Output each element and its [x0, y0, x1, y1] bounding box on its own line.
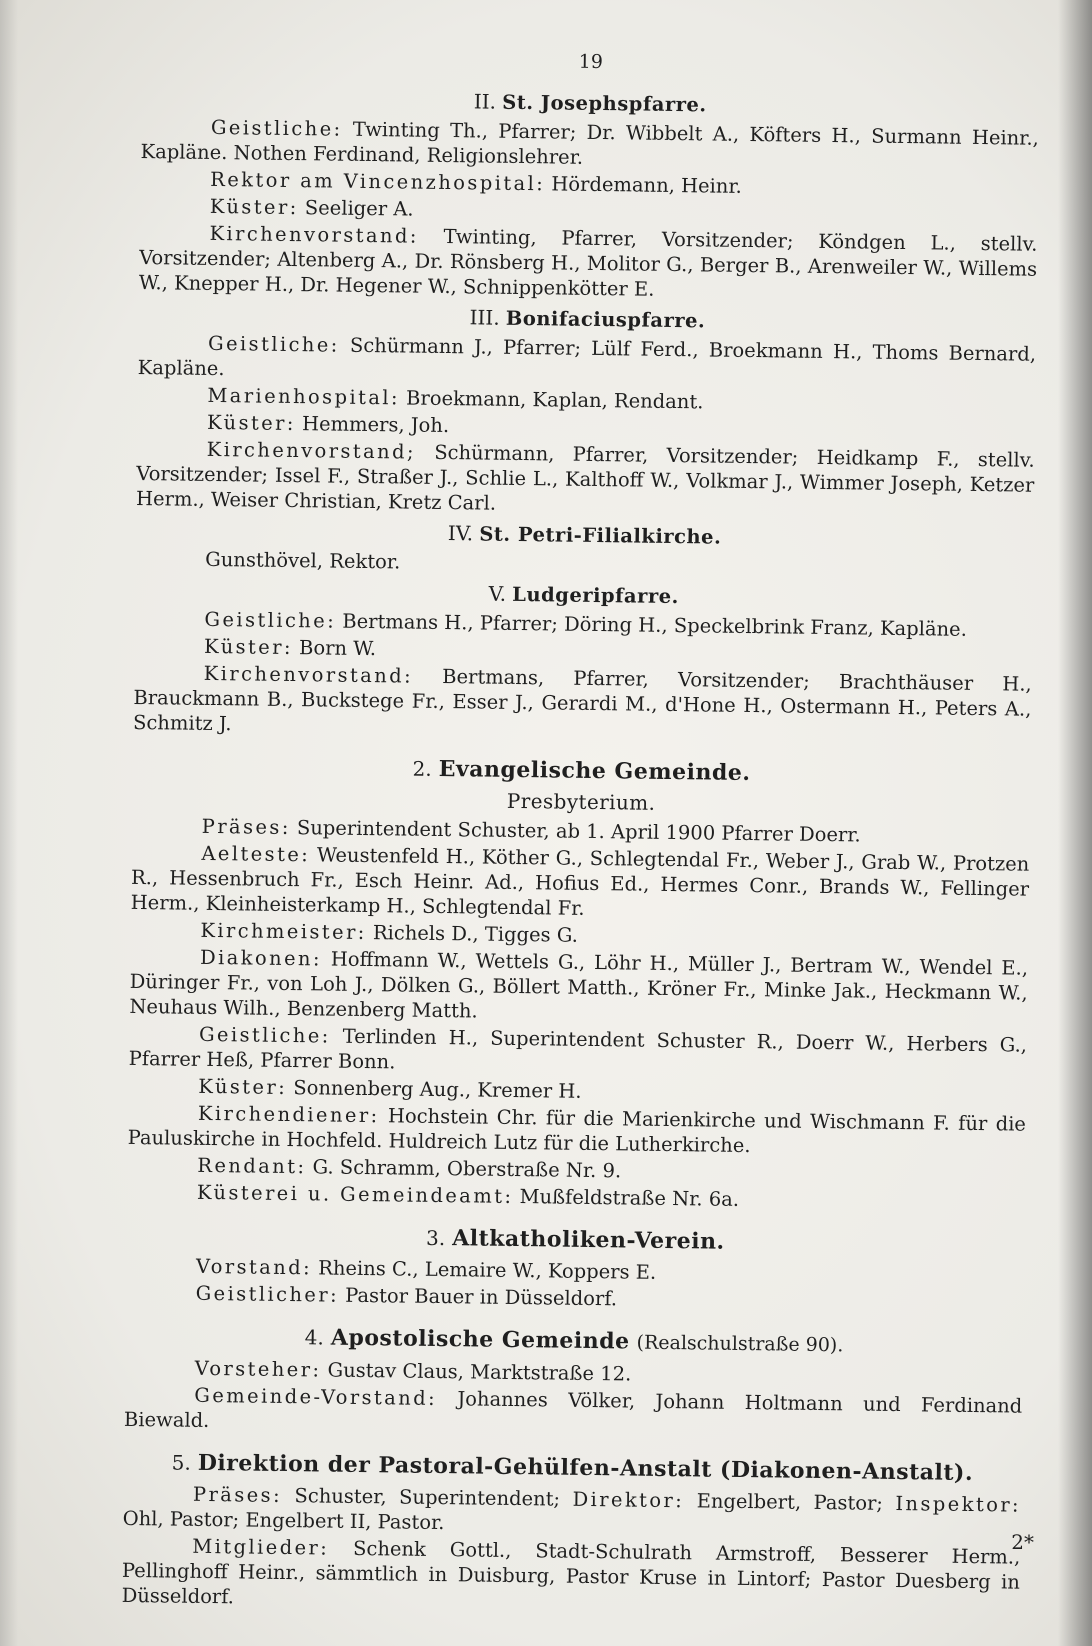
entry-text: Schuster, Superintendent; [294, 1484, 561, 1511]
entry-label: Vorstand: [195, 1254, 313, 1280]
entry-label: Kirchendiener: [197, 1101, 380, 1128]
section-number: 4. [304, 1325, 325, 1350]
entry-text: Weustenfeld H., Köther G., Schlegtendal Fr., Weber J., Grab W., Protzen R., Hessenbruch Fr., Esch Heinr. Ad., Hofius Ed., Hermes Conr., Brands W., Fellinger Herm., Kleinheisterkamp H., Schlegtendal Fr. [130, 843, 1030, 920]
entry-geistliche [138, 330, 1037, 392]
section-title: Direktion der Pastoral-Gehülfen-Anstalt (Diakonen-Anstalt). [197, 1449, 974, 1487]
entry-geistliche [129, 1021, 1028, 1083]
entry-text: Gustav Claus, Marktstraße 12. [327, 1358, 632, 1386]
entry-label: Direktor: [572, 1487, 685, 1513]
entry-text: Richels D., Tigges G. [372, 921, 579, 947]
entry-text: Schürmann J., Pfarrer; Lülf Ferd., Broekmann H., Thoms Bernard, Kapläne. [137, 333, 1037, 381]
section-title: Apostolische Gemeinde [330, 1324, 630, 1355]
section-number: II. [473, 89, 497, 114]
entry-text: Hoffmann W., Wettels G., Löhr H., Müller J., Bertram W., Wendel E., Düringer Fr., von Loh J., Dölken G., Böllert Matth., Kröner Fr., Minke Jak., Heckmann W., Neuhaus Wilh., Benzenberg Matth. [129, 947, 1029, 1023]
entry-label: Kirchenvorstand: [209, 221, 419, 248]
entry-label: Geistliche: [207, 331, 340, 357]
entry-text: Terlinden H., Superintendent Schuster R., Doerr W., Herbers G., Pfarrer Heß, Pfarrer Bonn. [128, 1024, 1028, 1074]
section-title: Altkatholiken-Verein. [451, 1225, 725, 1255]
section-heading-direktion [123, 1450, 1021, 1487]
entry-label: Küster: [209, 194, 299, 220]
entry-label: Küster: [203, 634, 294, 660]
entry-text: Sonnenberg Aug., Kremer H. [293, 1076, 582, 1103]
entry-geistliche [140, 114, 1039, 176]
entry-label: Präses: [192, 1482, 283, 1507]
section-number: 3. [425, 1225, 446, 1251]
entry-label: Kirchmeister: [200, 918, 367, 945]
entry-kirchenvorstand [136, 436, 1035, 523]
entry-diakonen [129, 944, 1028, 1031]
entry-label: Rektor am Vincenzhospital: [210, 167, 546, 196]
entry-mitglieder [122, 1533, 1021, 1620]
entry-label: Geistliche: [204, 607, 337, 633]
entry-aelteste [131, 840, 1030, 927]
entry-label: Gemeinde-Vorstand: [194, 1383, 438, 1410]
entry-label: Geistliche: [198, 1022, 331, 1048]
entry-text: Schürmann, Pfarrer, Vorsitzender; Heidkamp F., stellv. Vorsitzender; Issel F., Straßer J., Schlie L., Kalthoff W., Volkmar J., Wimmer Joseph, Ketzer Herm., Weiser Christian, Kretz Carl. [135, 440, 1035, 515]
subsection-title-presbyterium: Presbyterium. [506, 788, 656, 815]
entry-text: G. Schramm, Oberstraße Nr. 9. [312, 1155, 622, 1183]
page-edge-shadow-right [1058, 0, 1092, 1646]
entry-text: Superintendent Schuster, ab 1. April 1900 Pfarrer Doerr. [296, 816, 861, 847]
entry-text: Seeliger A. [304, 196, 414, 221]
entry-label: Rendant: [197, 1153, 307, 1179]
entry-label: Marienhospital: [207, 383, 401, 410]
entry-label: Kirchenvorstand: [203, 661, 414, 688]
section-number: V. [488, 581, 507, 606]
section-heading-apostolische [125, 1323, 1023, 1361]
entry-text: Pastor Bauer in Düsseldorf. [345, 1283, 618, 1311]
entry-text: Rheins C., Lemaire W., Koppers E. [318, 1256, 657, 1284]
section-title: Ludgeripfarre. [512, 582, 680, 609]
entry-text: Twinting Th., Pfarrer; Dr. Wibbelt A., Köfters H., Surmann Heinr., Kapläne. Nothen Ferdinand, Religionslehrer. [140, 117, 1039, 169]
sheet-signature-mark: 2* [1011, 1530, 1034, 1554]
entry-label: Kirchenvorstand; [206, 437, 417, 464]
entry-text: Born W. [298, 636, 377, 661]
entry-label: Küster: [198, 1074, 288, 1099]
section-heading-altkatholiken [126, 1222, 1024, 1259]
entry-text: Broekmann, Kaplan, Rendant. [405, 386, 704, 414]
entry-text: Engelbert, Pastor; [696, 1489, 884, 1515]
page-number: 19 [578, 50, 604, 74]
entry-text: Hochstein Chr. für die Marienkirche und Wischmann F. für die Pauluskirche in Hochfeld. Huldreich Lutz für die Lutherkirche. [127, 1104, 1027, 1158]
section-number: 2. [412, 756, 432, 781]
entry-text: Ohl, Pastor; Engelbert II, Pastor. [122, 1506, 445, 1535]
section-title: St. Josephspfarre. [502, 90, 707, 117]
entry-text: Johannes Völker, Johann Holtmann und Ferdinand Biewald. [123, 1387, 1023, 1432]
entry-text: Twinting, Pfarrer, Vorsitzender; Köndgen L., stellv. Vorsitzender; Altenberg A., Dr. Rönsberg H., Molitor G., Berger B., Arenweiler W., Willems W., Knepper H., Dr. Hegener W., Schnippenkötter E. [138, 224, 1038, 301]
entry-text: Mußfeldstraße Nr. 6a. [519, 1185, 740, 1211]
section-note: (Realschulstraße 90). [636, 1331, 844, 1357]
entry-praeses-direktor-inspektor [123, 1481, 1022, 1543]
section-title: St. Petri-Filialkirche. [479, 522, 722, 549]
section-number: IV. [447, 521, 474, 546]
entry-label: Geistliche: [210, 115, 343, 141]
entry-gemeinde-vorstand [124, 1382, 1023, 1444]
entry-kirchendiener [128, 1100, 1027, 1162]
section-heading-evangelische [132, 753, 1030, 790]
section-title: Evangelische Gemeinde. [438, 755, 751, 787]
section-number: 5. [171, 1450, 191, 1475]
entry-rektor: Gunsthövel, Rektor. [205, 547, 401, 574]
entry-label: Präses: [201, 814, 291, 840]
entry-label: Küsterei u. Gemeindeamt: [196, 1180, 514, 1208]
entry-label: Geistlicher: [195, 1281, 340, 1307]
section-title: Bonifaciuspfarre. [505, 306, 706, 333]
entry-text: Schenk Gottl., Stadt-Schulrath Armstroff, Besserer Herm., Pellinghoff Heinr., sämmtlich in Duisburg, Pastor Kruse in Lintorf; Pastor Duesberg in Düsseldorf. [121, 1536, 1021, 1609]
section-number: III. [469, 305, 500, 330]
entry-label: Vorsteher: [194, 1356, 322, 1382]
entry-label: Aelteste: [201, 841, 311, 867]
entry-label: Inspektor: [895, 1491, 1022, 1517]
page-text-block [122, 44, 1040, 1622]
entry-kirchenvorstand [133, 660, 1032, 747]
entry-kirchenvorstand [139, 220, 1038, 307]
page-edge-shadow-left [0, 0, 18, 1646]
entry-label: Mitglieder: [192, 1534, 330, 1560]
entry-label: Küster: [206, 410, 296, 436]
entry-text: Hemmers, Joh. [301, 412, 450, 438]
entry-text: Bertmans, Pfarrer, Vorsitzender; Brachthäuser H., Brauckmann B., Buckstege Fr., Esser J., Gerardi M., d'Hone H., Ostermann H., Peters A., Schmitz J. [132, 664, 1032, 736]
entry-text: Bertmans H., Pfarrer; Döring H., Speckelbrink Franz, Kapläne. [342, 609, 968, 641]
entry-text: Hördemann, Heinr. [551, 172, 742, 198]
entry-label: Diakonen: [199, 945, 323, 971]
